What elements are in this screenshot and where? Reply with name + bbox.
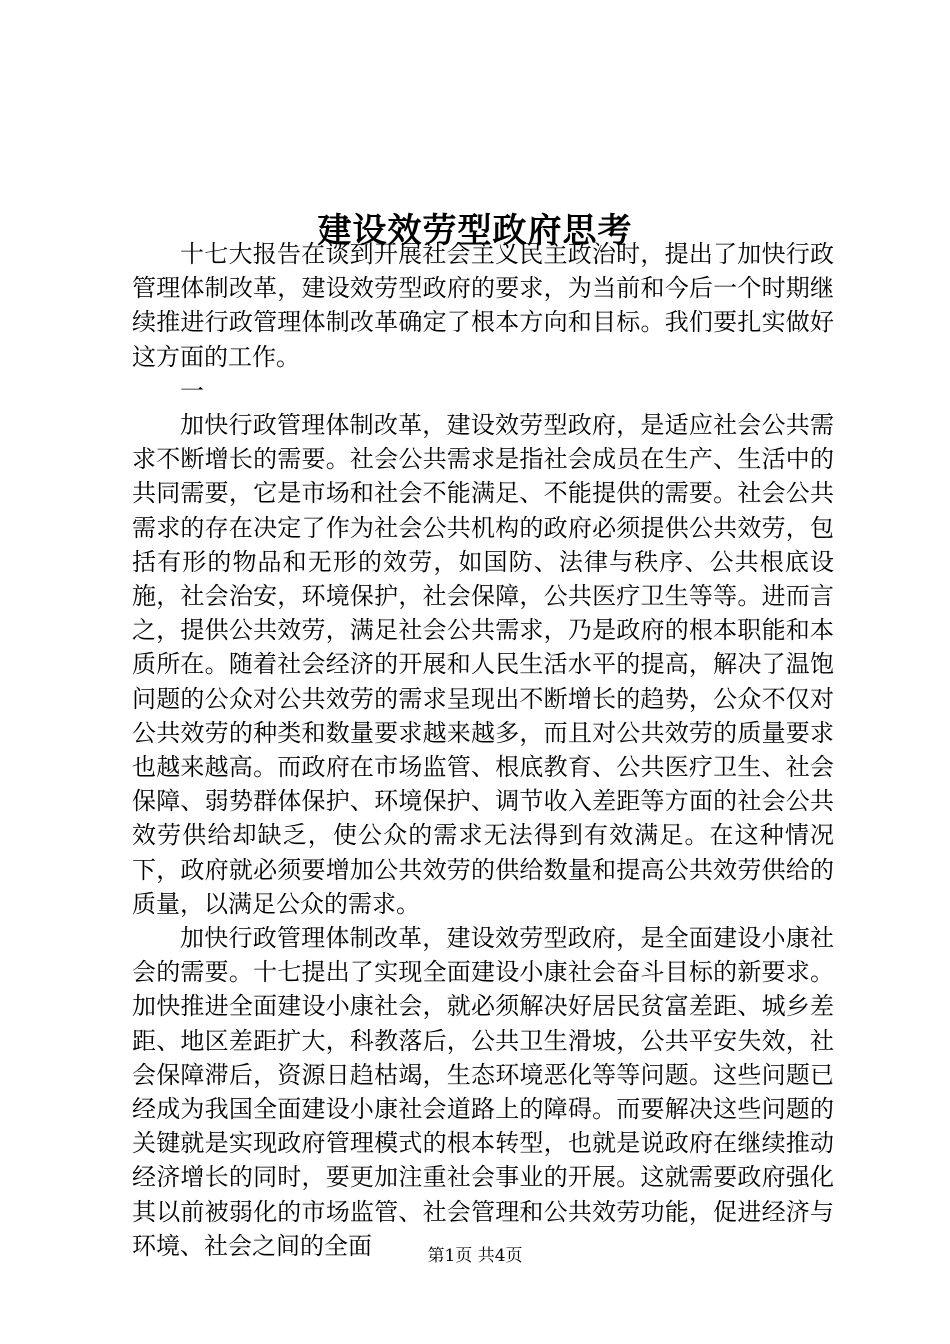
- paragraph-intro: 十七大报告在谈到开展社会主义民主政治时，提出了加快行政管理体制改革，建设效劳型政府的要求，为当前和今后一个时期继续推进行政管理体制改革确定了根本方向和目标。我们要扎实做好这方面的工作。: [132, 240, 834, 371]
- document-title: 建设效劳型政府思考: [317, 210, 633, 251]
- document-body: [132, 237, 834, 1263]
- section-number: 一: [180, 376, 204, 405]
- paragraph-public-demand: 加快行政管理体制改革，建设效劳型政府，是适应社会公共需求不断增长的需要。社会公共需求是指社会成员在生产、生活中的共同需要，它是市场和社会不能满足、不能提供的需要。社会公共需求的存在决定了作为社会公共机构的政府必须提供公共效劳，包括有形的物品和无形的效劳，如国防、法律与秩序、公共根底设施，社会治安，环境保护，社会保障，公共医疗卫生等等。进而言之，提供公共效劳，满足社会公共需求，乃是政府的根本职能和本质所在。随着社会经济的开展和人民生活水平的提高，解决了温饱问题的公众对公共效劳的需求呈现出不断增长的趋势，公众不仅对公共效劳的种类和数量要求越来越多，而且对公共效劳的质量要求也越来越高。而政府在市场监管、根底教育、公共医疗卫生、社会保障、弱势群体保护、环境保护、调节收入差距等方面的社会公共效劳供给却缺乏，使公众的需求无法得到有效满足。在这种情况下，政府就必须要增加公共效劳的供给数量和提高公共效劳供给的质量，以满足公众的需求。: [132, 411, 834, 918]
- page-footer: 第1页 共4页: [427, 1246, 523, 1266]
- paragraph-xiaokang: 加快行政管理体制改革，建设效劳型政府，是全面建设小康社会的需要。十七提出了实现全面建设小康社会奋斗目标的新要求。加快推进全面建设小康社会，就必须解决好居民贫富差距、城乡差距、地区差距扩大，科教落后，公共卫生滑坡，公共平安失效，社会保障滞后，资源日趋枯竭，生态环境恶化等等问题。这些问题已经成为我国全面建设小康社会道路上的障碍。而要解决这些问题的关键就是实现政府管理模式的根本转型，也就是说政府在继续推动经济增长的同时，要更加注重社会事业的开展。这就需要政府强化其以前被弱化的市场监管、社会管理和公共效劳功能，促进经济与环境、社会之间的全面: [132, 924, 834, 1260]
